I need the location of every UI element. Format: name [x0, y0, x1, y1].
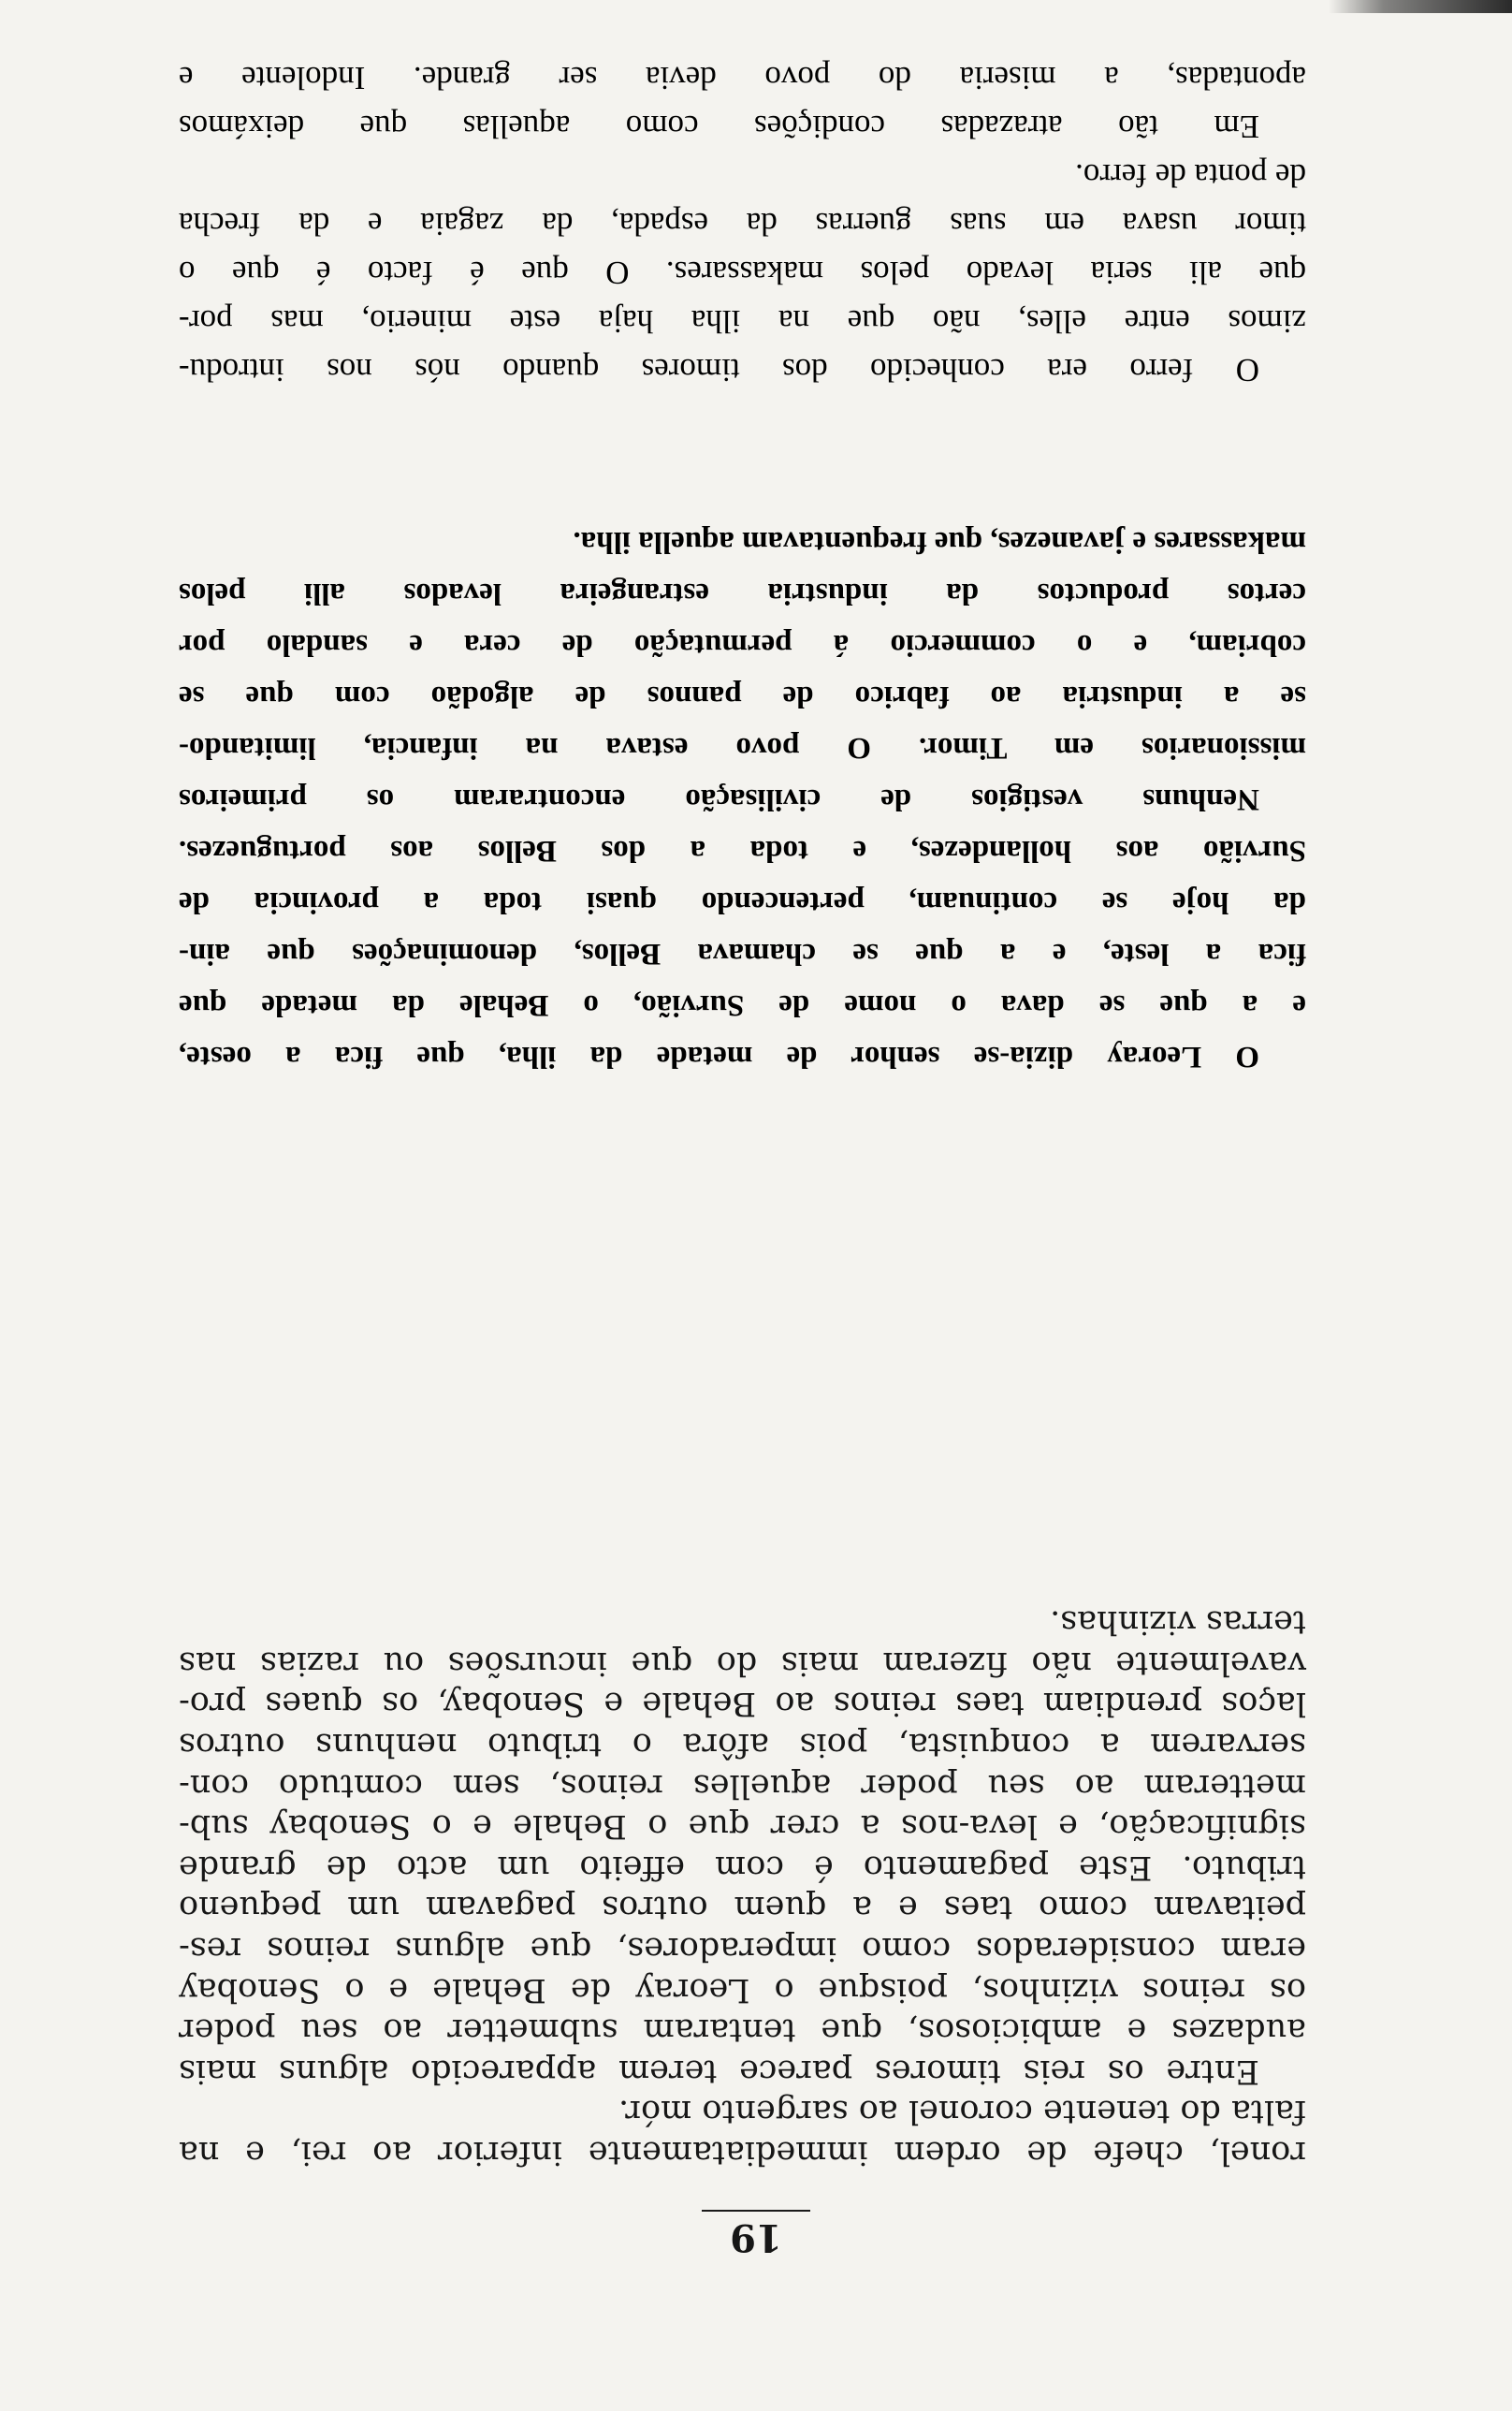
text-line: metteram ao seu poder aquelles reinos, sem comtudo con-	[179, 1766, 1306, 1805]
text-line: eram considerados como imperadores, que alguns reinos res-	[179, 1930, 1306, 1968]
text-line: certos productos da industria estrangeira levados alli pelos	[179, 577, 1306, 610]
text-line: timor usava em suas guerras da espada, da zagaia e da frecha	[179, 206, 1306, 242]
text-line: makassares e javanezes, que frequentavam aquella ilha.	[573, 525, 1306, 559]
text-line: cobriam, e o commercio á permutação de cera e sandalo por	[179, 628, 1306, 662]
text-line: tributo. Este pagamento é com effeito um acto de grande	[179, 1848, 1306, 1886]
text-line: laços prendiam taes reinos ao Behale e Senobay, os quaes pro-	[179, 1685, 1306, 1723]
text-line: apontadas, a miseria do povo devia ser grande. Indolente e	[179, 60, 1306, 96]
page-number-rule	[702, 2210, 810, 2212]
text-line: Nenhuns vestigios de civilisação encontraram os primeiros	[179, 782, 1259, 816]
page-number: 19	[730, 2215, 782, 2259]
text-line: terras vizinhas.	[1050, 1603, 1306, 1642]
text-line: O Leoray dizia-se senhor de metade da ilha, que fica a oeste,	[179, 1040, 1259, 1074]
text-line: significação, e leva-nos a crer que o Behale e o Senobay sub-	[179, 1807, 1306, 1846]
text-line: os reinos vizinhos, poisque o Leoray de Behale e o Senobay	[179, 1970, 1306, 2009]
text-line: audazes e ambiciosos, que tentaram submetter ao seu poder	[179, 2011, 1306, 2050]
text-line: vavelmente não fizeram mais do que incursões ou razias nas	[179, 1644, 1306, 1682]
text-line: peitavam como taes e a quem outros pagavam um pequeno	[179, 1889, 1306, 1927]
text-line: Entre os reis timores parece terem apparecido alguns mais	[179, 2052, 1259, 2090]
text-line: da hoje se continuam, pertencendo quasi toda a provincia de	[179, 885, 1306, 919]
paragraph-block-3	[179, 53, 1306, 394]
text-line: fica a leste, e a que se chamava Bellos, denominações que ain-	[179, 937, 1306, 971]
text-line: e a que se dava o nome de Survião, o Behale da metade que	[179, 988, 1306, 1022]
text-line: Em tão atrazadas condições como aquellas que deixámos	[179, 109, 1259, 145]
text-line: zimos entre elles, não que na ilha haja este minerio, mas por-	[179, 303, 1306, 340]
text-line: falta do tenente coronel ao sargento mór.	[618, 2093, 1306, 2131]
text-line: O ferro era conhecido dos timores quando nós nos introdu-	[179, 352, 1259, 388]
text-line: de ponta de ferro.	[1075, 157, 1306, 194]
text-line: que ali seria levado pelos makassares. O que é facto é que o	[179, 255, 1306, 291]
text-line: servarem a conquista, pois afôra o tributo nenhuns outros	[179, 1726, 1306, 1764]
paragraph-block-1	[179, 1601, 1306, 2172]
text-line: ronel, chefe de ordem immediatamente inferior ao rei, e na	[179, 2134, 1306, 2171]
paragraph-block-2	[179, 516, 1306, 1082]
text-line: Survião aos hollandezes, e toda a dos Bellos aos portuguezes.	[179, 834, 1306, 868]
text-line: se a industria ao fabrico de pannos de algodão com que se	[179, 679, 1306, 713]
text-line: missionarios em Timor. O povo estava na infancia, limitando-	[179, 731, 1306, 765]
